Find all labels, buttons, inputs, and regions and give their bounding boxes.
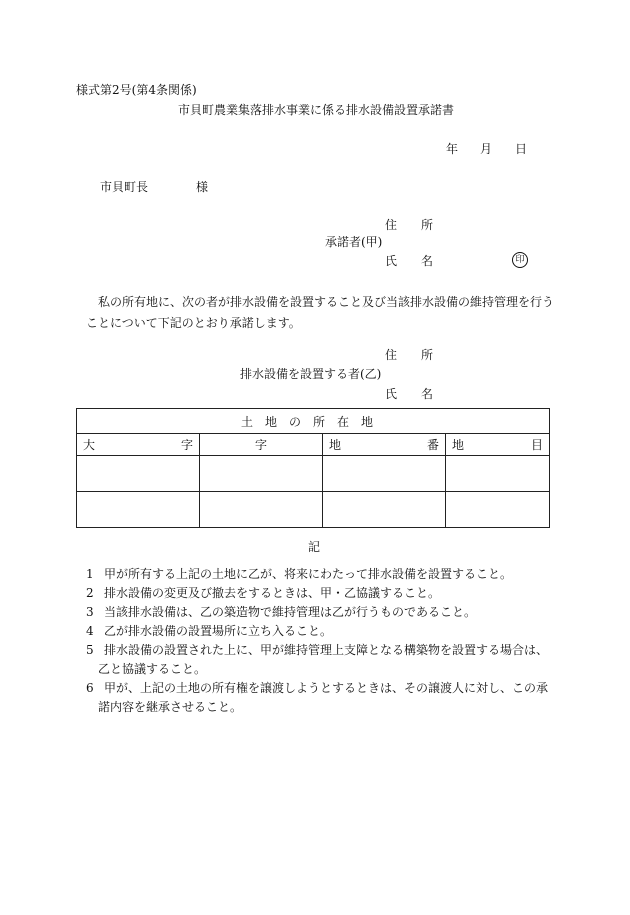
installer-name-label: 氏 名 (385, 387, 440, 401)
condition-number: 6 (86, 681, 94, 695)
date-day-label: 日 (515, 142, 528, 156)
approver-role: 承諾者(甲) (325, 235, 383, 249)
table-row (77, 456, 550, 492)
addressee-name: 市貝町長 (100, 180, 149, 194)
land-location-table (76, 408, 550, 528)
addressee-suffix: 様 (196, 180, 209, 194)
condition-text: 当該排水設備は、乙の築造物で維持管理は乙が行うものであること。 (104, 605, 477, 619)
condition-text: 排水設備の設置された上に、甲が維持管理上支障となる構築物を設置する場合は、 (104, 643, 549, 657)
installer-role: 排水設備を設置する者(乙) (240, 367, 382, 381)
condition-item (86, 641, 556, 679)
date-month-label: 月 (480, 142, 493, 156)
document-title: 市貝町農業集落排水事業に係る排水設備設置承諾書 (178, 103, 455, 117)
condition-item (86, 565, 556, 584)
condition-item (86, 679, 556, 717)
col-ooaza-header: 大 字 (77, 434, 200, 456)
cell-chimoku[interactable] (446, 492, 550, 528)
condition-number: 2 (86, 586, 94, 600)
cell-ooaza[interactable] (77, 492, 200, 528)
installer-address-label: 住 所 (385, 348, 440, 362)
condition-text: 乙が排水設備の設置場所に立ち入ること。 (104, 624, 333, 638)
condition-item (86, 603, 556, 622)
land-table-title: 土地の所在地 (77, 409, 550, 434)
date-year-label: 年 (446, 142, 459, 156)
condition-item (86, 622, 556, 641)
condition-text-continued: 諾内容を継承させること。 (98, 700, 243, 714)
cell-chiban[interactable] (323, 492, 446, 528)
cell-aza[interactable] (200, 456, 323, 492)
intro-paragraph: 私の所有地に、次の者が排水設備を設置すること及び当該排水設備の維持管理を行うことについて下記のとおり承諾します。 (86, 295, 555, 330)
col-chimoku-header: 地 目 (446, 434, 550, 456)
cell-ooaza[interactable] (77, 456, 200, 492)
condition-number: 5 (86, 643, 94, 657)
condition-text-continued: 乙と協議すること。 (98, 662, 207, 676)
condition-item (86, 584, 556, 603)
cell-aza[interactable] (200, 492, 323, 528)
condition-number: 4 (86, 624, 94, 638)
approver-address-label: 住 所 (385, 218, 440, 232)
condition-number: 3 (86, 605, 94, 619)
condition-number: 1 (86, 567, 94, 581)
cell-chimoku[interactable] (446, 456, 550, 492)
condition-text: 甲が、上記の土地の所有権を譲渡しようとするときは、その譲渡人に対し、この承 (104, 681, 549, 695)
approver-name-label: 氏 名 (385, 254, 440, 268)
table-row (77, 492, 550, 528)
condition-text: 排水設備の変更及び撤去をするときは、甲・乙協議すること。 (104, 586, 441, 600)
ki-heading: 記 (308, 540, 321, 554)
condition-text: 甲が所有する上記の土地に乙が、将来にわたって排水設備を設置すること。 (104, 567, 513, 581)
form-number: 様式第2号(第4条関係) (76, 83, 197, 97)
col-chiban-header: 地 番 (323, 434, 446, 456)
col-aza-header: 字 (200, 434, 323, 456)
seal-mark: 印 (512, 252, 528, 268)
cell-chiban[interactable] (323, 456, 446, 492)
